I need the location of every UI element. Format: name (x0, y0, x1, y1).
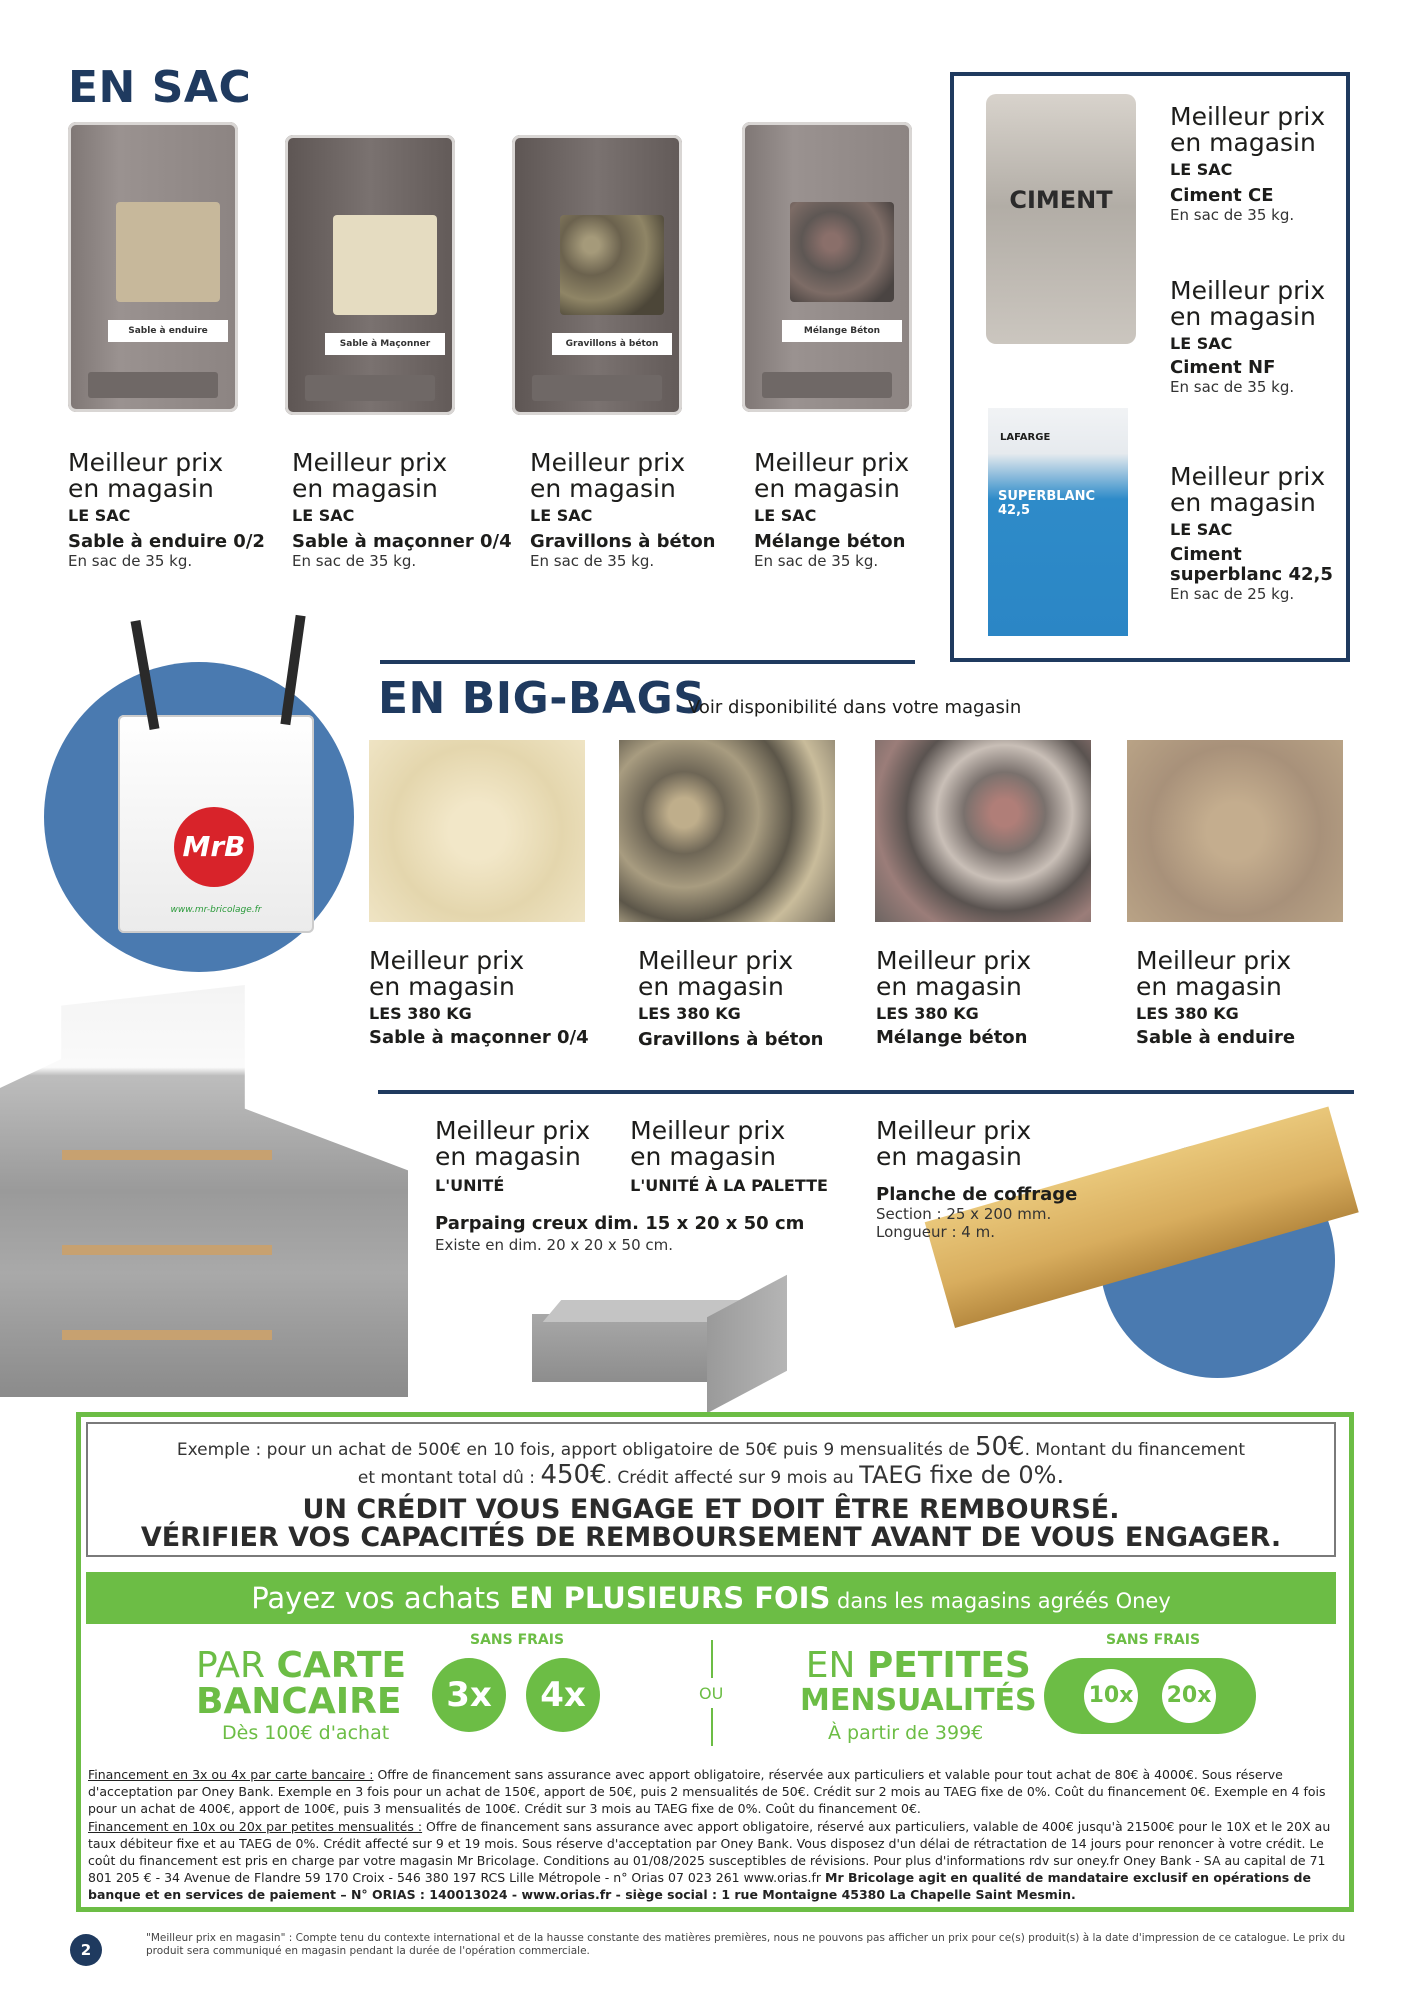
planche-product (876, 1118, 1136, 1241)
product-ciment-superblanc (1170, 464, 1345, 603)
swatch-sable-maconner (369, 740, 585, 922)
bag-image-melange-beton (742, 122, 912, 412)
unit-label: LES 380 KG (638, 1004, 741, 1023)
product-detail: En sac de 35 kg. (68, 552, 193, 570)
product-name: Ciment superblanc 42,5 (1170, 544, 1333, 585)
unit-label: L'UNITÉ À LA PALETTE (630, 1176, 828, 1195)
product-detail: En sac de 35 kg. (754, 552, 879, 570)
swatch-gravillons (619, 740, 835, 922)
bag-label: Gravillons à béton (552, 333, 672, 355)
section-title-en-sac: EN SAC (68, 62, 252, 113)
brand-label: LAFARGE (1000, 432, 1051, 443)
bigbag-product-4 (1136, 948, 1346, 1048)
product-gravillons (530, 450, 750, 570)
pallet-wood-2 (62, 1245, 272, 1255)
page-number: 2 (70, 1934, 102, 1966)
amount-big: 450€ (540, 1460, 607, 1490)
unit-label: LES 380 KG (876, 1004, 979, 1023)
product-name: Ciment NF (1170, 357, 1276, 378)
product-name: Gravillons à béton (638, 1029, 824, 1050)
best-price-label: Meilleur prix en magasin (876, 1116, 1032, 1171)
bigbag-product-1 (369, 948, 599, 1048)
unit-label: LE SAC (292, 506, 355, 525)
product-detail: En sac de 25 kg. (1170, 585, 1295, 603)
option-20x: 20x (1162, 1669, 1216, 1723)
bag-label: Sable à enduire (108, 320, 228, 342)
section-title-big-bags: EN BIG-BAGS (378, 673, 706, 724)
pallet-wood-1 (62, 1150, 272, 1160)
ciment-box (950, 72, 1350, 662)
best-price-label: Meilleur prix en magasin (638, 946, 794, 1001)
credit-example-line1: Exemple : pour un achat de 500€ en 10 fois, apport obligatoire de 50€ puis 9 mensualités de 50€. Montant du financement (176, 1432, 1246, 1462)
credit-warning-2: VÉRIFIER VOS CAPACITÉS DE REMBOURSEMENT AVANT DE VOUS ENGAGER. (140, 1522, 1282, 1553)
bag-label: SUPERBLANC 42,5 (998, 489, 1096, 518)
big-bags-subtitle: Voir disponibilité dans votre magasin (688, 697, 1022, 718)
bag-image-gravillons (512, 135, 682, 415)
divider (380, 660, 915, 664)
best-price-label: Meilleur prix en magasin (530, 448, 686, 503)
divider (378, 1090, 1354, 1094)
bag-label: Mélange Béton (782, 320, 902, 342)
option-4x: 4x (526, 1658, 600, 1732)
swatch-sable-enduire (1127, 740, 1343, 922)
bag-label: Sable à Maçonner (325, 333, 445, 355)
bigbag-image (118, 715, 314, 933)
product-name: Gravillons à béton (530, 531, 716, 552)
best-price-label: Meilleur prix en magasin (68, 448, 224, 503)
product-name: Sable à enduire (1136, 1027, 1296, 1048)
best-price-label: Meilleur prix en magasin (369, 946, 525, 1001)
sans-frais-label-2: SANS FRAIS (1106, 1632, 1201, 1648)
best-price-label: Meilleur prix en magasin (1170, 462, 1326, 517)
unit-label: LE SAC (530, 506, 593, 525)
product-name: Mélange béton (754, 531, 906, 552)
unit-label: L'UNITÉ (435, 1176, 505, 1195)
oney-banner: Payez vos achats EN PLUSIEURS FOIS dans les magasins agréés Oney (86, 1572, 1336, 1624)
product-name: Parpaing creux dim. 15 x 20 x 50 cm (435, 1213, 805, 1234)
footer-note: "Meilleur prix en magasin" : Compte tenu du contexte international et de la hausse constante des matières premières, nous ne pouvons pas afficher un prix pour ce(s) produit(s) à la date d'impression de ce catalogue. Le prix du produit sera communiqué en magasin pendant la durée de l'opération commerciale. (146, 1932, 1346, 1957)
separator-top (711, 1640, 713, 1678)
best-price-label: Meilleur prix en magasin (435, 1116, 591, 1171)
product-name: Sable à enduire 0/2 (68, 531, 265, 552)
product-detail: En sac de 35 kg. (292, 552, 417, 570)
product-name: Planche de coffrage (876, 1184, 1078, 1205)
bag-image-superblanc (988, 408, 1128, 636)
best-price-label: Meilleur prix en magasin (754, 448, 910, 503)
option-3x: 3x (432, 1658, 506, 1732)
unit-label: LE SAC (754, 506, 817, 525)
unit-label: LES 380 KG (369, 1004, 472, 1023)
bag-image-ciment (986, 94, 1136, 344)
product-sable-maconner (292, 450, 512, 570)
product-name: Mélange béton (876, 1027, 1028, 1048)
fine-print-2: Financement en 10x ou 20x par petites mensualités : Offre de financement sans assurance avec apport obligatoire, réservé aux particuliers, valable de 400€ jusqu'à 21500€ pour le 10X et le 20X au taux débiteur fixe et au TAEG de 0%. Crédit affecté sur 9 et 19 mois. Sous réserve d'acceptation par Oney Bank. Vous disposez d'un délai de rétractation de 14 jours pour renoncer à votre crédit. Le coût du financement est pris en charge par votre magasin Mr Bricolage. Conditions au 01/08/2025 susceptibles de révisions. Pour plus d'informations rdv sur oney.fr Oney Bank - SA au capital de 71 801 205 € - 34 Avenue de Flandre 59 170 Croix - 546 380 197 RCS Lille Métropole - n° Orias 07 023 261 www.orias.fr Mr Bricolage agit en qualité de mandataire exclusif en opérations de banque et en services de paiement – N° ORIAS : 140013024 - www.orias.fr - siège social : 1 rue Montaigne 45380 La Chapelle Saint Mesmin. (88, 1819, 1331, 1902)
card-min-amount: Dès 100€ d'achat (222, 1722, 390, 1744)
unit-label: LE SAC (1170, 520, 1233, 539)
bag-label: CIMENT (1009, 186, 1113, 214)
en-petites-mensualites: EN PETITES MENSUALITÉS (800, 1645, 1037, 1718)
best-price-label: Meilleur prix en magasin (1170, 102, 1326, 157)
credit-example-line2: et montant total dû : 450€. Crédit affecté sur 9 mois au TAEG fixe de 0%. (357, 1460, 1065, 1490)
fine-print-1: Financement en 3x ou 4x par carte bancaire : Offre de financement sans assurance avec apport obligatoire, réservée aux particuliers et valable pour tout achat de 80€ à 4000€. Sous réserve d'acceptation par Oney Bank. Exemple en 3 fois pour un achat de 150€, apport de 50€, puis 2 mensualités de 50€. Crédit sur 2 mois au TAEG fixe de 0%. Coût du financement 0€. Exemple en 4 fois pour un achat de 400€, apport de 100€, puis 3 mensualités de 100€. Crédit sur 3 mois au TAEG fixe de 0%. Coût du financement 0€. (88, 1767, 1326, 1816)
parpaing-image (532, 1296, 807, 1396)
product-name: Ciment CE (1170, 185, 1274, 206)
product-detail: Longueur : 4 m. (876, 1223, 995, 1241)
swatch-melange-beton (875, 740, 1091, 922)
best-price-label: Meilleur prix en magasin (876, 946, 1032, 1001)
product-ciment-nf (1170, 278, 1345, 396)
parpaing-product (435, 1118, 855, 1254)
option-10x: 10x (1084, 1669, 1138, 1723)
product-detail: En sac de 35 kg. (1170, 206, 1295, 224)
mrb-logo: MrB (174, 807, 254, 887)
separator-bottom (711, 1708, 713, 1746)
best-price-label: Meilleur prix en magasin (630, 1116, 786, 1171)
par-carte-bancaire: PAR CARTE BANCAIRE (196, 1645, 407, 1722)
credit-warning-1: UN CRÉDIT VOUS ENGAGE ET DOIT ÊTRE REMBOURSÉ. (302, 1494, 1120, 1525)
best-price-label: Meilleur prix en magasin (1170, 276, 1326, 331)
product-melange-beton (754, 450, 954, 570)
sans-frais-label: SANS FRAIS (470, 1632, 565, 1648)
product-sable-enduire (68, 450, 288, 570)
unit-label: LES 380 KG (1136, 1004, 1239, 1023)
separator-or: OU (699, 1684, 724, 1703)
product-detail: Section : 25 x 200 mm. (876, 1205, 1052, 1223)
unit-label: LE SAC (1170, 160, 1233, 179)
product-detail: Existe en dim. 20 x 20 x 50 cm. (435, 1236, 674, 1254)
unit-label: LE SAC (68, 506, 131, 525)
bag-image-sable-enduire (68, 122, 238, 412)
best-price-label: Meilleur prix en magasin (292, 448, 448, 503)
bigbag-product-3 (876, 948, 1106, 1048)
product-name: Sable à maçonner 0/4 (369, 1027, 589, 1048)
mrb-url: www.mr-bricolage.fr (170, 905, 262, 915)
bigbag-product-2 (638, 948, 868, 1050)
bag-image-sable-maconner (285, 135, 455, 415)
product-name: Sable à maçonner 0/4 (292, 531, 512, 552)
best-price-label: Meilleur prix en magasin (1136, 946, 1292, 1001)
mens-min-amount: À partir de 399€ (828, 1722, 984, 1744)
amount-big: 50€ (974, 1432, 1025, 1462)
product-detail: En sac de 35 kg. (1170, 378, 1295, 396)
mensualites-pill (1044, 1658, 1256, 1734)
pallet-wood-3 (62, 1330, 272, 1340)
product-detail: En sac de 35 kg. (530, 552, 655, 570)
product-ciment-ce (1170, 104, 1345, 224)
taeg-big: TAEG fixe de 0%. (859, 1461, 1065, 1489)
unit-label: LE SAC (1170, 334, 1233, 353)
